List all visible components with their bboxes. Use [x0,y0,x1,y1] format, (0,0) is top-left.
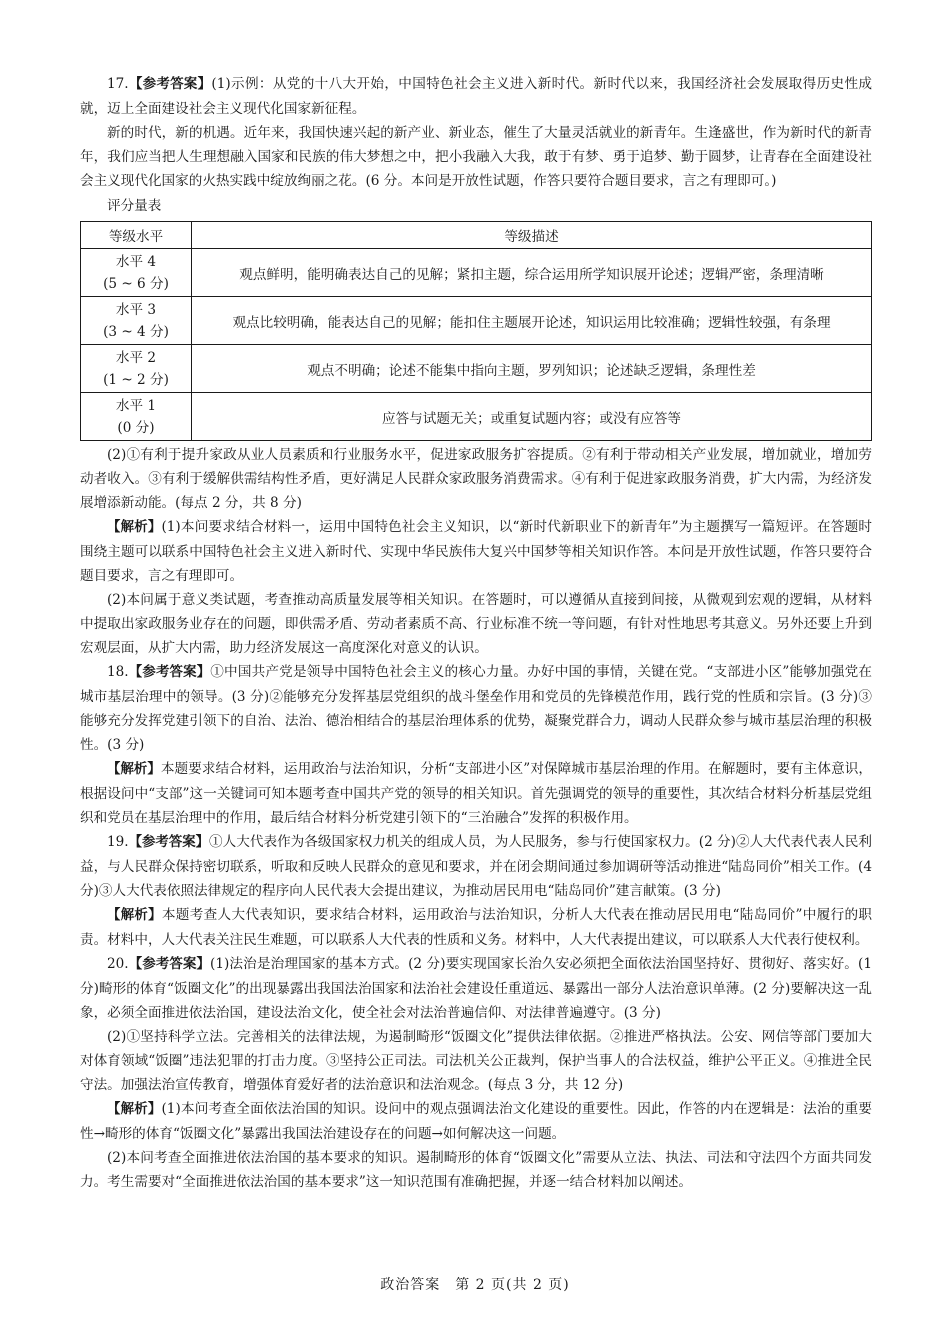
level-score: (0 分) [117,419,155,436]
level-name: 水平 3 [115,301,157,318]
q20-ans1-text: (1)法治是治理国家的基本方式。(2 分)要实现国家长治久安必须把全面依法治国坚持好、贯彻好、落实好。(1 分)畸形的体育“饭圈文化”的出现暴露出我国法治国家和法治社会建设任重道远、暴露出一部分人法治意识单薄。(2 分)要解决这一乱象，必须全面推进依法治国，建设法治文化，使全社会对法治普遍信仰、对法律普遍遵守。(3 分) [80,956,873,1021]
rubric-level-cell [81,393,192,441]
rubric-desc-cell: 应答与试题无关；或重复试题内容；或没有应答等 [192,393,872,441]
level-name: 水平 1 [115,397,157,414]
rubric-row [81,249,872,297]
level-name: 水平 4 [115,253,157,270]
question-number: 19. [107,834,129,850]
answer-tag: 【参考答案】 [128,77,212,92]
q18-analysis [80,757,872,830]
page-footer: 政治答案 第 2 页(共 2 页) [380,1277,570,1293]
question-number: 17. [107,76,129,92]
q19-answer-text: ①人大代表作为各级国家权力机关的组成人员，为人民服务，参与行使国家权力。(2 分)②人大代表代表人民利益，与人民群众保持密切联系，听取和反映人民群众的意见和要求，并在闭会期间通过参加调研等活动推进“陆岛同价”相关工作。(4 分)③人大代表依照法律规定的程序向人民代表大会提出建议，为推动居民用电“陆岛同价”建言献策。(3 分) [80,834,873,899]
q17-analysis-part2: (2)本问属于意义类试题，考查推动高质量发展等相关知识。在答题时，可以遵循从直接到间接，从微观到宏观的逻辑，从材料中提取出家政服务业存在的问题，即供需矛盾、劳动者素质不高、行业标准不统一等问题，有针对性地思考其意义。另外还要上升到宏观层面，从扩大内需，助力经济发展这一高度深化对意义的认识。 [80,592,872,656]
answer-tag: 【参考答案】 [128,665,211,680]
q17-answer-part1 [80,72,872,121]
level-score: (5 ~ 6 分) [103,275,169,292]
rubric-title: 评分量表 [107,198,162,214]
q17-jx1-text: (1)本问要求结合材料一，运用中国特色社会主义知识，以“新时代新职业下的新青年”为主题撰写一篇短评。在答题时围绕主题可以联系中国特色社会主义进入新时代、实现中华民族伟大复兴中国梦等相关知识作答。本问是开放性试题，作答只要符合题目要求，言之有理即可。 [80,519,872,584]
level-score: (1 ~ 2 分) [103,371,169,388]
analysis-tag: 【解析】 [107,762,161,777]
rubric-row [81,345,872,393]
rubric-row [81,297,872,345]
q20-answer-part2: (2)①坚持科学立法。完善相关的法律法规，为遏制畸形“饭圈文化”提供法律依据。②推进严格执法。公安、网信等部门要加大对体育领域“饭圈”违法犯罪的打击力度。③坚持公正司法。司法机关公正裁判，保护当事人的合法权益，维护公平正义。④推进全民守法。加强法治宣传教育，增强体育爱好者的法治意识和法治观念。(每点 3 分，共 12 分) [80,1029,872,1093]
rubric-level-cell [81,297,192,345]
q17-answer-part2: (2)①有利于提升家政从业人员素质和行业服务水平，促进家政服务扩容提质。②有利于带动相关产业发展，增加就业，增加劳动者收入。③有利于缓解供需结构性矛盾，更好满足人民群众家政服务消费需求。④有利于促进家政服务消费，扩大内需，为经济发展增添新动能。(每点 2 分，共 8 分) [80,447,872,511]
scoring-rubric-table [80,221,872,441]
level-name: 水平 2 [115,349,157,366]
q20-jx1-text: (1)本问考查全面依法治国的知识。设问中的观点强调法治文化建设的重要性。因此，作答的内在逻辑是：法治的重要性→畸形的体育“饭圈文化”暴露出我国法治建设存在的问题→如何解决这一问题。 [80,1101,872,1142]
answer-page [80,72,872,1194]
analysis-tag: 【解析】 [107,520,162,535]
q17-answer-essay: 新的时代，新的机遇。近年来，我国快速兴起的新产业、新业态，催生了大量灵活就业的新青年。生逢盛世，作为新时代的新青年，我们应当把人生理想融入国家和民族的伟大梦想之中，把小我融入大我，敢于有梦、勇于追梦、勤于圆梦，让青春在全面建设社会主义现代化国家的火热实践中绽放绚丽之花。(6 分。本问是开放性试题，作答只要符合题目要求，言之有理即可。) [80,125,872,189]
q17-p1-text: (1)示例：从党的十八大开始，中国特色社会主义进入新时代。新时代以来，我国经济社会发展取得历史性成就，迈上全面建设社会主义现代化国家新征程。 [80,76,872,117]
q20-answer-part1 [80,952,872,1025]
q20-analysis-part1 [80,1097,872,1146]
q17-analysis-part1 [80,515,872,588]
q20-analysis-part2: (2)本问考查全面推进依法治国的基本要求的知识。遏制畸形的体育“饭圈文化”需要从立法、执法、司法和守法四个方面共同发力。考生需要对“全面推进依法治国的基本要求”这一知识范围有准确把握，并逐一结合材料加以阐述。 [80,1150,872,1190]
answer-tag: 【参考答案】 [128,957,211,972]
analysis-tag: 【解析】 [107,908,162,923]
rubric-level-cell [81,249,192,297]
q19-answer [80,830,872,903]
analysis-tag: 【解析】 [107,1102,162,1117]
answer-tag: 【参考答案】 [128,835,210,850]
level-score: (3 ~ 4 分) [103,323,169,340]
rubric-row [81,393,872,441]
rubric-header-level: 等级水平 [81,222,192,249]
rubric-desc-cell: 观点不明确；论述不能集中指向主题，罗列知识；论述缺乏逻辑，条理性差 [192,345,872,393]
rubric-level-cell [81,345,192,393]
q18-answer-text: ①中国共产党是领导中国特色社会主义的核心力量。办好中国的事情，关键在党。“支部进小区”能够加强党在城市基层治理中的领导。(3 分)②能够充分发挥基层党组织的战斗堡垒作用和党员的先锋模范作用，践行党的性质和宗旨。(3 分)③能够充分发挥党建引领下的自治、法治、德治相结合的基层治理体系的优势，凝聚党群合力，调动人民群众参与城市基层治理的积极性。(3 分) [80,664,873,753]
rubric-desc-cell: 观点比较明确，能表达自己的见解；能扣住主题展开论述，知识运用比较准确；逻辑性较强，有条理 [192,297,872,345]
q19-analysis [80,903,872,952]
rubric-header-desc: 等级描述 [192,222,872,249]
q18-answer [80,660,872,757]
rubric-header-row [81,222,872,249]
question-number: 20. [107,956,129,972]
q18-analysis-text: 本题要求结合材料，运用政治与法治知识，分析“支部进小区”对保障城市基层治理的作用。在解题时，要有主体意识，根据设问中“支部”这一关键词可知本题考查中国共产党的领导的相关知识。首先强调党的领导的重要性，其次结合材料分析基层党组织和党员在基层治理中的作用，最后结合材料分析党建引领下的“三治融合”发挥的积极作用。 [80,761,872,826]
question-number: 18. [107,664,129,680]
q19-analysis-text: 本题考查人大代表知识，要求结合材料，运用政治与法治知识，分析人大代表在推动居民用电“陆岛同价”中履行的职责。材料中，人大代表关注民生难题，可以联系人大代表的性质和义务。材料中，人大代表提出建议，可以联系人大代表行使权利。 [80,907,873,948]
rubric-desc-cell: 观点鲜明，能明确表达自己的见解；紧扣主题，综合运用所学知识展开论述；逻辑严密，条理清晰 [192,249,872,297]
